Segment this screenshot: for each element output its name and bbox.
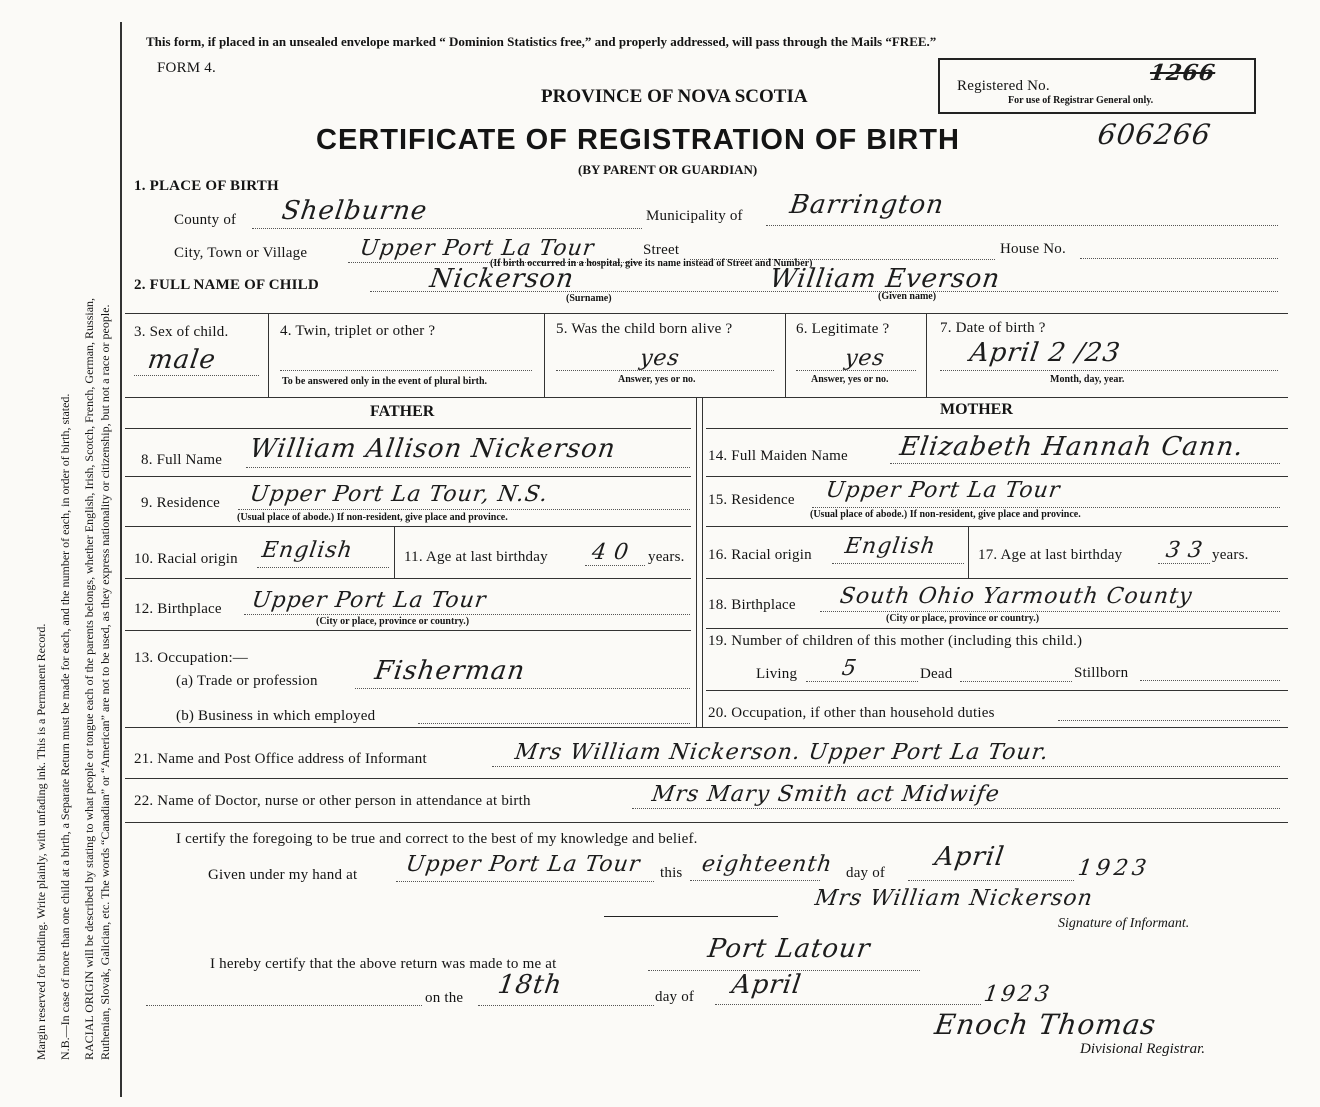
margin-note-binding: Margin reserved for binding. Write plainly, with unfading ink. This is a Permanent Record. bbox=[34, 623, 48, 1060]
mother-residence-label: 15. Residence bbox=[708, 492, 795, 508]
certificate-number: 606266 bbox=[1095, 118, 1214, 151]
father-race-label: 10. Racial origin bbox=[134, 551, 238, 567]
mother-heading: MOTHER bbox=[940, 401, 1013, 418]
father-years-label: years. bbox=[648, 549, 685, 565]
date-of-birth-note: Month, day, year. bbox=[1050, 374, 1125, 385]
municipality-value: Barrington bbox=[787, 190, 947, 220]
born-alive-note: Answer, yes or no. bbox=[618, 374, 696, 385]
legitimate-note: Answer, yes or no. bbox=[811, 374, 889, 385]
certify-day: eighteenth bbox=[700, 852, 835, 877]
child-given-name: William Everson bbox=[767, 264, 1003, 294]
father-trade-value: Fisherman bbox=[372, 656, 528, 686]
born-alive-label: 5. Was the child born alive ? bbox=[556, 321, 733, 337]
father-birthplace-note: (City or place, province or country.) bbox=[316, 616, 470, 627]
mother-birthplace-note: (City or place, province or country.) bbox=[886, 613, 1040, 624]
informant-signature: Mrs William Nickerson bbox=[813, 886, 1095, 911]
informant-label: 21. Name and Post Office address of Informant bbox=[134, 751, 427, 767]
informant-signature-caption: Signature of Informant. bbox=[1058, 916, 1190, 931]
mother-race-label: 16. Racial origin bbox=[708, 547, 812, 563]
town-label: City, Town or Village bbox=[174, 245, 308, 261]
mother-age-label: 17. Age at last birthday bbox=[978, 547, 1123, 563]
surname-caption: (Surname) bbox=[566, 293, 612, 304]
registered-struck-value: 1266 bbox=[1148, 60, 1218, 86]
mother-race-value: English bbox=[843, 534, 938, 559]
registrar-year: 1923 bbox=[982, 982, 1054, 1007]
registrar-month: April bbox=[729, 970, 804, 1000]
father-name-value: William Allison Nickerson bbox=[247, 434, 618, 464]
registrar-signature: Enoch Thomas bbox=[932, 1008, 1159, 1041]
registrar-signature-caption: Divisional Registrar. bbox=[1080, 1041, 1206, 1057]
registrar-general-note: For use of Registrar General only. bbox=[1008, 95, 1154, 106]
registrar-on-the-label: on the bbox=[425, 990, 464, 1006]
margin-note-racial-origin-2: Ruthenian, Slovak, Galician, etc. The words “Canadian” or “American” are not to be used, as they express nationality or citizenship, but not a race or people. bbox=[98, 304, 112, 1060]
doctor-label: 22. Name of Doctor, nurse or other person in attendance at birth bbox=[134, 793, 531, 809]
mother-occupation-label: 20. Occupation, if other than household duties bbox=[708, 705, 995, 721]
county-label: County of bbox=[174, 212, 237, 228]
certify-place: Upper Port La Tour bbox=[404, 852, 643, 877]
house-number-label: House No. bbox=[1000, 241, 1066, 257]
registrar-day-of-label: day of bbox=[655, 989, 695, 1005]
date-of-birth-label: 7. Date of birth ? bbox=[940, 320, 1046, 336]
father-heading: FATHER bbox=[370, 403, 435, 420]
place-of-birth-label: 1. PLACE OF BIRTH bbox=[134, 178, 279, 194]
father-age-value: 40 bbox=[590, 540, 638, 565]
living-label: Living bbox=[756, 666, 798, 682]
dead-label: Dead bbox=[920, 666, 953, 682]
doctor-value: Mrs Mary Smith act Midwife bbox=[650, 782, 1002, 807]
mother-residence-value: Upper Port La Tour bbox=[824, 478, 1063, 503]
given-under-hand-label: Given under my hand at bbox=[208, 867, 358, 883]
sex-label: 3. Sex of child. bbox=[134, 324, 229, 340]
certify-day-of-label: day of bbox=[846, 865, 886, 881]
legitimate-value: yes bbox=[843, 346, 887, 371]
child-surname: Nickerson bbox=[427, 264, 577, 294]
mother-years-label: years. bbox=[1212, 547, 1249, 563]
mother-name-label: 14. Full Maiden Name bbox=[708, 448, 848, 464]
mother-birthplace-label: 18. Birthplace bbox=[708, 597, 796, 613]
municipality-label: Municipality of bbox=[646, 208, 743, 224]
date-of-birth-value: April 2 /23 bbox=[967, 338, 1123, 368]
postage-notice: This form, if placed in an unsealed envelope marked “ Dominion Statistics free,” and properly addressed, will pass through the Mails “FREE.” bbox=[146, 34, 937, 49]
margin-note-multiple-births: N.B.—In case of more than one child at a birth, a Separate Return must be made for each, and the number of each, in order of birth, stated. bbox=[58, 393, 72, 1060]
stillborn-label: Stillborn bbox=[1074, 665, 1129, 681]
given-name-caption: (Given name) bbox=[878, 291, 937, 302]
county-value: Shelburne bbox=[279, 196, 430, 226]
margin-rule bbox=[120, 22, 122, 1097]
father-occupation-label: 13. Occupation:— bbox=[134, 650, 249, 666]
street-label: Street bbox=[643, 242, 680, 258]
province-heading: PROVINCE OF NOVA SCOTIA bbox=[541, 86, 808, 107]
father-residence-note: (Usual place of abode.) If non-resident, give place and province. bbox=[237, 512, 508, 523]
mother-residence-note: (Usual place of abode.) If non-resident, give place and province. bbox=[810, 509, 1081, 520]
town-value: Upper Port La Tour bbox=[358, 236, 597, 261]
mother-age-value: 33 bbox=[1164, 538, 1212, 563]
certify-statement: I certify the foregoing to be true and correct to the best of my knowledge and belief. bbox=[176, 831, 698, 847]
born-alive-value: yes bbox=[638, 346, 682, 371]
father-birthplace-label: 12. Birthplace bbox=[134, 601, 222, 617]
father-name-label: 8. Full Name bbox=[141, 452, 223, 468]
father-birthplace-value: Upper Port La Tour bbox=[250, 588, 489, 613]
father-age-label: 11. Age at last birthday bbox=[404, 549, 548, 565]
form-number: FORM 4. bbox=[157, 60, 216, 76]
father-business-label: (b) Business in which employed bbox=[176, 708, 376, 724]
registered-no-label: Registered No. bbox=[957, 78, 1050, 94]
registrar-day: 18th bbox=[495, 970, 565, 1000]
informant-value: Mrs William Nickerson. Upper Port La Tour. bbox=[513, 740, 1051, 765]
certify-this-label: this bbox=[660, 865, 683, 881]
certificate-title: CERTIFICATE OF REGISTRATION OF BIRTH bbox=[316, 124, 960, 156]
sex-value: male bbox=[145, 345, 218, 375]
registrar-statement: I hereby certify that the above return was made to me at bbox=[210, 956, 557, 972]
certificate-subtitle: (BY PARENT OR GUARDIAN) bbox=[578, 162, 758, 177]
registrar-place: Port Latour bbox=[705, 934, 873, 964]
legitimate-label: 6. Legitimate ? bbox=[796, 321, 890, 337]
father-residence-label: 9. Residence bbox=[141, 495, 221, 511]
twin-label: 4. Twin, triplet or other ? bbox=[280, 323, 436, 339]
mother-name-value: Elizabeth Hannah Cann. bbox=[897, 432, 1246, 462]
certify-year: 1923 bbox=[1076, 856, 1152, 881]
father-race-value: English bbox=[260, 538, 355, 563]
living-value: 5 bbox=[840, 656, 859, 681]
mother-children-label: 19. Number of children of this mother (including this child.) bbox=[708, 633, 1083, 649]
father-trade-label: (a) Trade or profession bbox=[176, 673, 318, 689]
certify-month: April bbox=[932, 842, 1007, 872]
father-residence-value: Upper Port La Tour, N.S. bbox=[248, 482, 550, 507]
margin-note-racial-origin: RACIAL ORIGIN will be described by stating to what people or tongue each of the parents belongs, whether English, Irish, Scotch, French, German, Russian, bbox=[82, 297, 96, 1060]
twin-note: To be answered only in the event of plural birth. bbox=[282, 376, 488, 387]
mother-birthplace-value: South Ohio Yarmouth County bbox=[838, 584, 1195, 609]
hospital-note: (If birth occurred in a hospital, give its name instead of Street and Number) bbox=[490, 258, 813, 269]
child-name-label: 2. FULL NAME OF CHILD bbox=[134, 277, 319, 293]
